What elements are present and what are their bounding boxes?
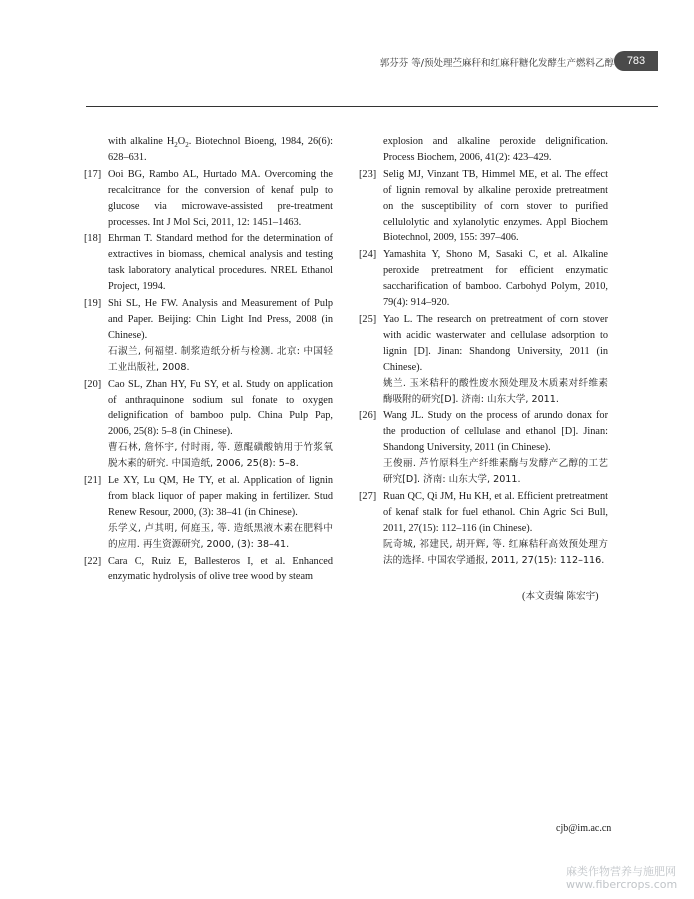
reference-item: [22] Cara C, Ruiz E, Ballesteros I, et al. Enhanced enzymatic hydrolysis of olive tree wood by steam: [84, 555, 333, 583]
right-column: [359, 134, 608, 568]
left-column: [84, 134, 333, 585]
reference-chinese: 石淑兰, 何福望. 制浆造纸分析与检测. 北京: 中国轻工业出版社, 2008.: [108, 345, 333, 373]
reference-number: [20]: [84, 378, 102, 390]
reference-number: [19]: [84, 298, 102, 310]
contact-email: cjb@im.ac.cn: [556, 823, 612, 834]
reference-item: [24] Yamashita Y, Shono M, Sasaki C, et al. Alkaline peroxide pretreatment for efficient enzymatic saccharification of bamboo. Carbohyd Polym, 2010, 79(4): 914–920.: [359, 249, 608, 309]
editor-label: 本文责编: [525, 591, 564, 602]
reference-chinese: 曹石林, 詹怀宇, 付时雨, 等. 蒽醌磺酸钠用于竹浆氧脱木素的研究. 中国造纸, 2006, 25(8): 5–8.: [108, 442, 333, 470]
reference-item: [19] Shi SL, He FW. Analysis and Measurement of Pulp and Paper. Beijing: Chin Light Ind Press, 2008 (in Chinese). 石淑兰, 何福望. 制浆造纸分析与检测. 北京: 中国轻工业出版社, 2008.: [84, 298, 333, 373]
reference-number: [27]: [359, 490, 377, 502]
reference-number: [21]: [84, 475, 102, 487]
watermark-line: www.fibercrops.com: [566, 878, 678, 891]
reference-chinese: 姚兰. 玉米秸秆的酸性废水预处理及木质素对纤维素酶吸附的研究[D]. 济南: 山东大学, 2011.: [383, 377, 608, 405]
reference-number: [18]: [84, 233, 102, 245]
watermark: [566, 865, 677, 891]
reference-number: [23]: [359, 168, 377, 180]
reference-number: [22]: [84, 555, 102, 567]
reference-number: [25]: [359, 313, 377, 325]
reference-item: explosion and alkaline peroxide delignification. Process Biochem, 2006, 41(2): 423–429.: [383, 136, 608, 163]
editor-note: (本文责编 陈宏宇): [522, 591, 599, 602]
reference-item: [20] Cao SL, Zhan HY, Fu SY, et al. Study on application of anthraquinone sodium sul fonate to oxygen delignification of bamboo pulp. China Pulp Pap, 2006, 25(8): 5–8 (in Chinese). 曹石林, 詹怀宇, 付时雨, 等. 蒽醌磺酸钠用于竹浆氧脱木素的研究. 中国造纸, 2006, 25(8): 5–8.: [84, 378, 333, 470]
reference-item: [26] Wang JL. Study on the process of arundo donax for the production of cellulase and ethanol [D]. Jinan: Shandong University, 2011 (in Chinese). 王俊丽. 芦竹原料生产纤维素酶与发酵产乙醇的工艺研究[D]. 济南: 山东大学, 2011.: [359, 410, 608, 486]
watermark-line: 麻类作物营养与施肥网: [566, 865, 676, 878]
reference-item: [25] Yao L. The research on pretreatment of corn stover with acidic wasterwater and cellulase adsorption to lignin [D]. Jinan: Shandong University, 2011 (in Chinese). 姚兰. 玉米秸秆的酸性废水预处理及木质素对纤维素酶吸附的研究[D]. 济南: 山东大学, 2011.: [359, 313, 608, 405]
header-rule: [86, 106, 658, 107]
page-number-badge: 783: [614, 51, 658, 71]
reference-chinese: 乐学义, 卢其明, 何庭玉, 等. 造纸黑液木素在肥料中的应用. 再生资源研究, 2000, (3): 38–41.: [108, 522, 333, 550]
reference-item: [17] Ooi BG, Rambo AL, Hurtado MA. Overcoming the recalcitrance for the conversion of kenaf pulp to glucose via microwave-assisted pre-treatment processes. Int J Mol Sci, 2011, 12: 1451–1463.: [84, 168, 333, 228]
reference-number: [26]: [359, 410, 377, 422]
reference-chinese: 阮奇城, 祁建民, 胡开辉, 等. 红麻秸秆高效预处理方法的选择. 中国农学通报, 2011, 27(15): 112–116.: [383, 538, 608, 566]
reference-chinese: 王俊丽. 芦竹原料生产纤维素酶与发酵产乙醇的工艺研究[D]. 济南: 山东大学, 2011.: [383, 458, 608, 486]
reference-number: [17]: [84, 168, 102, 180]
reference-item: [27] Ruan QC, Qi JM, Hu KH, et al. Efficient pretreatment of kenaf stalk for fuel ethanol. Chin Agric Sci Bull, 2011, 27(15): 112–116 (in Chinese). 阮奇城, 祁建民, 胡开辉, 等. 红麻秸秆高效预处理方法的选择. 中国农学通报, 2011, 27(15): 112–116.: [359, 490, 608, 566]
editor-name: 陈宏宇: [566, 591, 596, 602]
reference-item: [18] Ehrman T. Standard method for the determination of extractives in biomass, chemical analysis and testing task laboratory analytical procedures. NREL Ethanol Project, 1994.: [84, 233, 333, 293]
reference-number: [24]: [359, 249, 377, 261]
reference-item: with alkaline $H_2O_2$. Biotechnol Bioeng, 1984, 26(6): 628–631.: [108, 136, 333, 163]
reference-item: [21] Le XY, Lu QM, He TY, et al. Application of lignin from black liquor of paper making in fertilizer. Stud Renew Resour, 2000, (3): 38–41 (in Chinese). 乐学义, 卢其明, 何庭玉, 等. 造纸黑液木素在肥料中的应用. 再生资源研究, 2000, (3): 38–41.: [84, 475, 333, 550]
reference-item: [23] Selig MJ, Vinzant TB, Himmel ME, et al. The effect of lignin removal by alkaline peroxide pretreatment on the susceptibility of corn stover to purified cellulolytic and xylanolytic enzymes. Appl Biochem Biotechnol, 2009, 155: 397–406.: [359, 168, 608, 244]
running-title: 郭芬芬 等/预处理苎麻秆和红麻秆糖化发酵生产燃料乙醇: [379, 58, 614, 69]
